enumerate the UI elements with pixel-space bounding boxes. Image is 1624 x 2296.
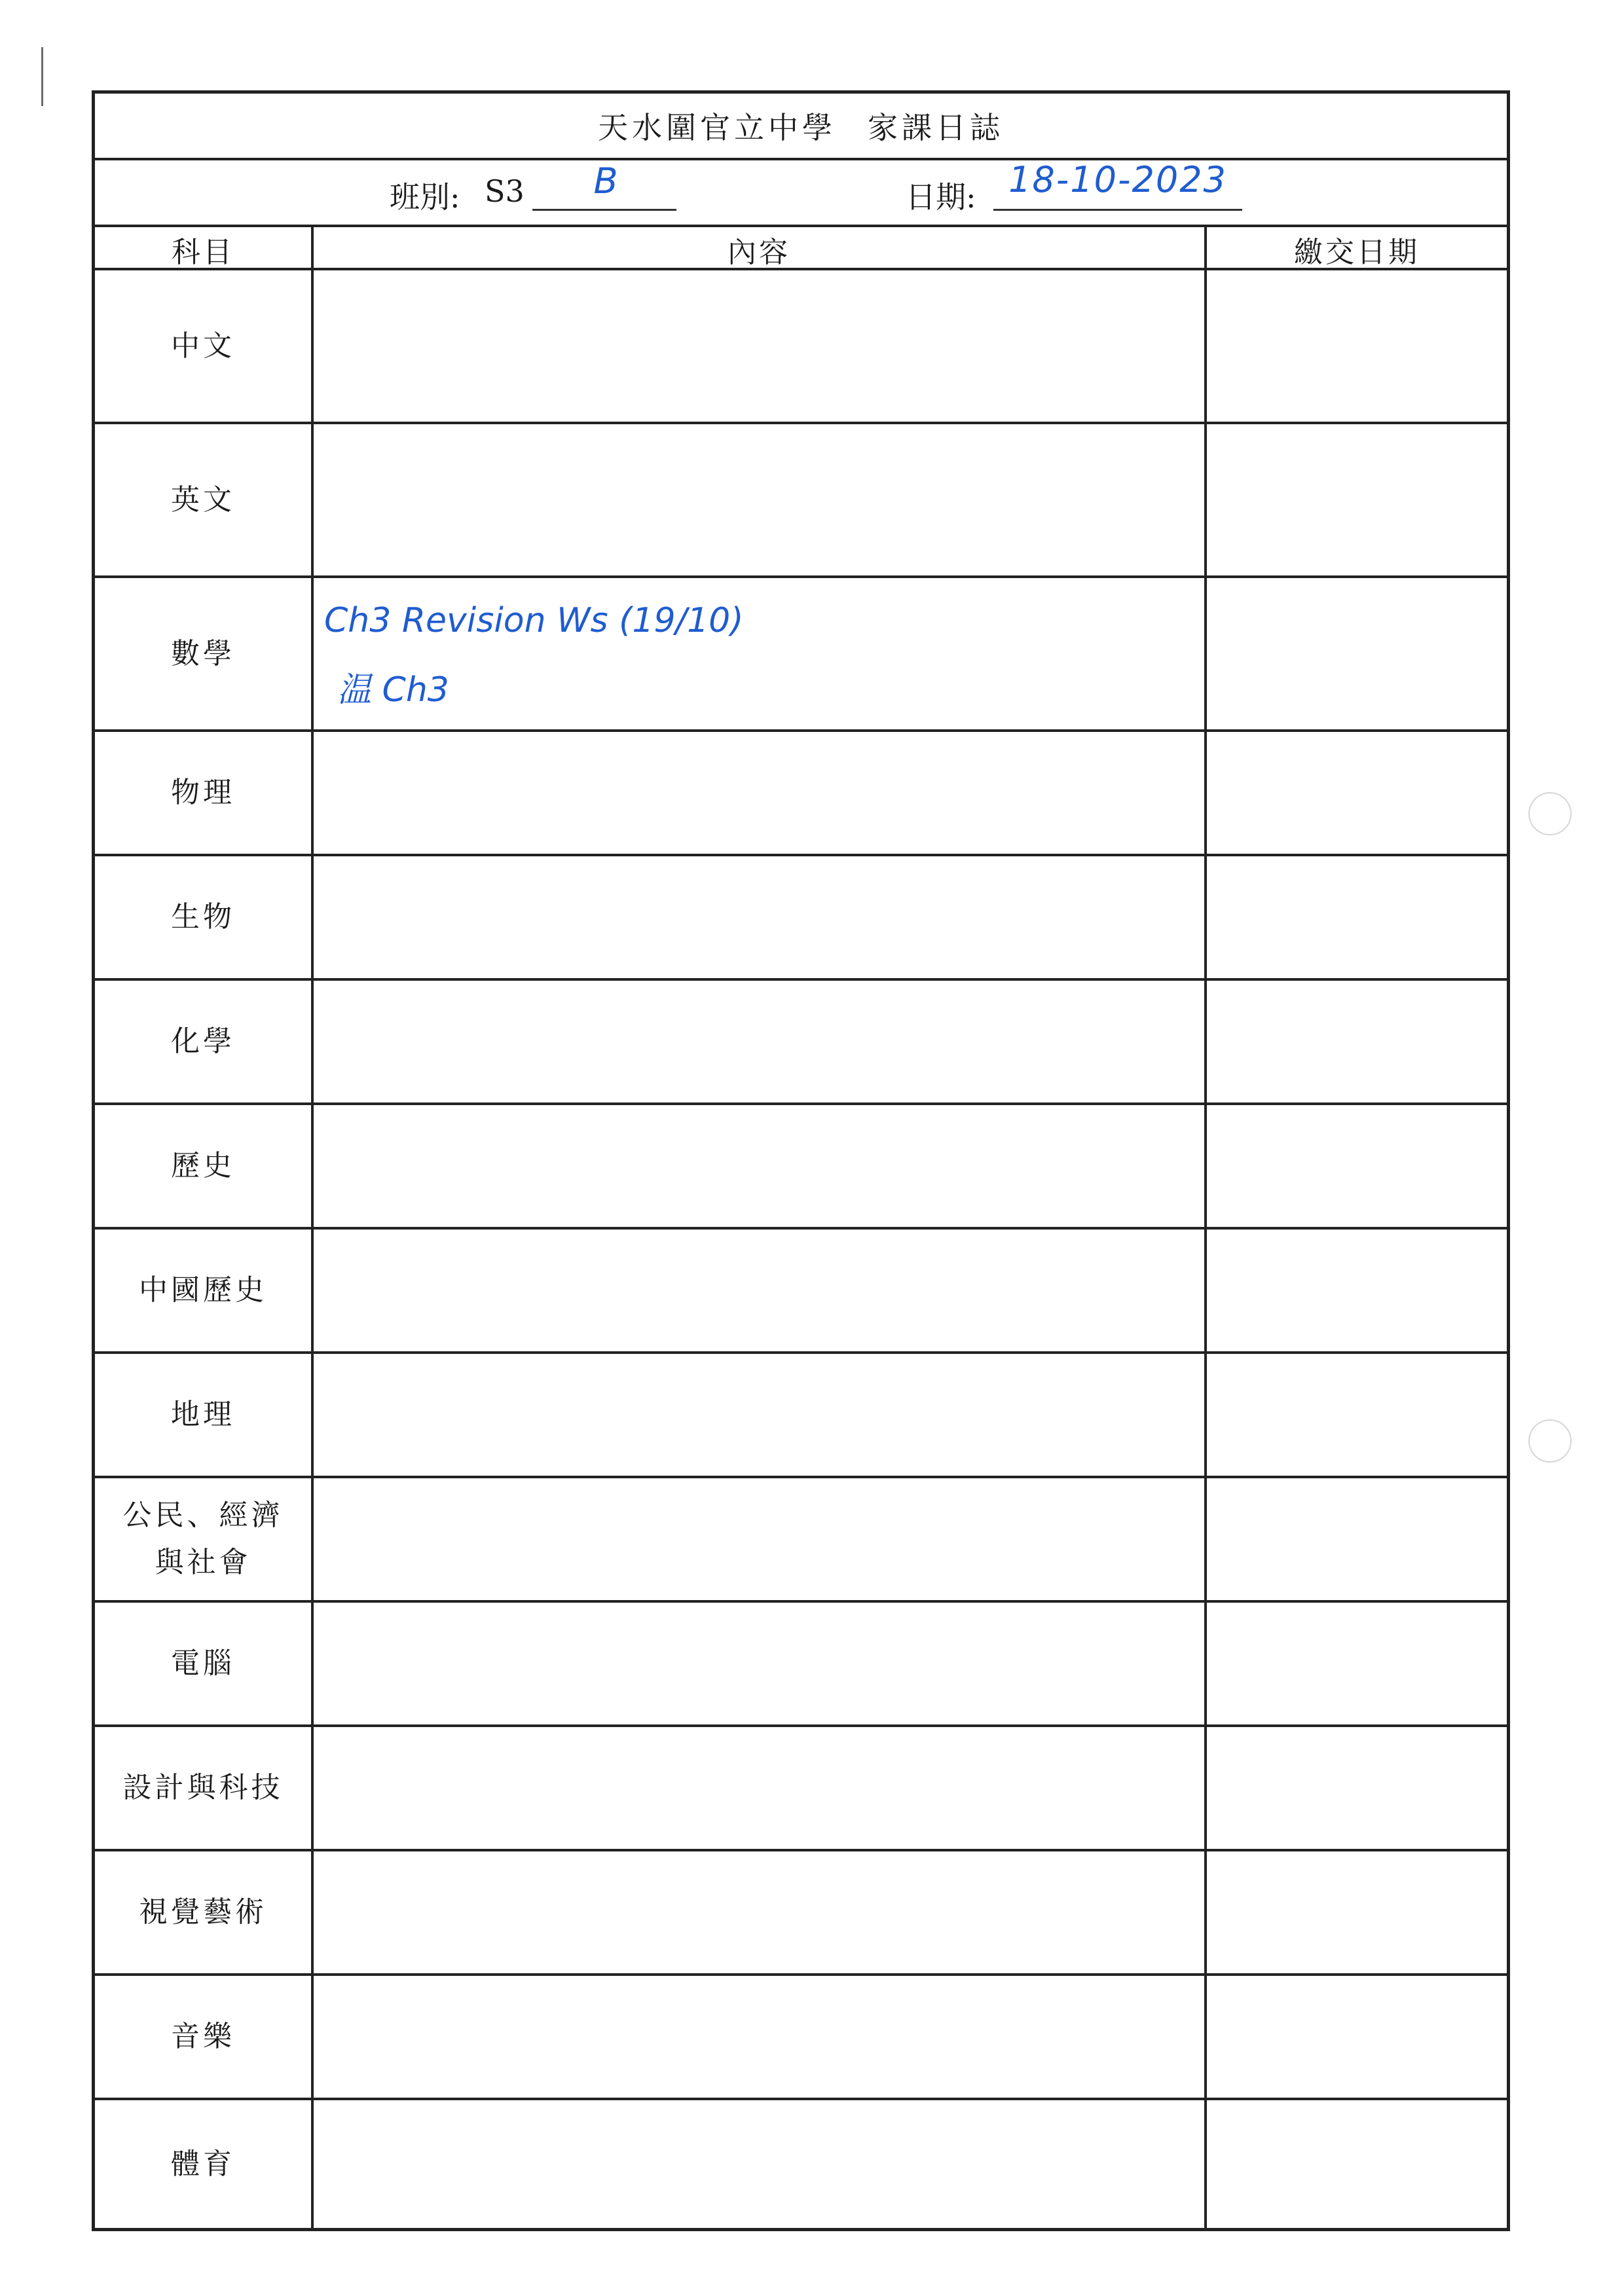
date-field[interactable]: 18-10-2023 — [1008, 159, 1227, 200]
table-row-chinese — [95, 270, 1507, 424]
subject-name: 地理 — [171, 1398, 235, 1431]
binding-mark-small — [41, 95, 43, 104]
subject-name: 音樂 — [171, 2020, 235, 2053]
subject-name: 設計與科技 — [122, 1771, 284, 1804]
form-title-row — [95, 94, 1507, 160]
class-label: 班別: — [390, 179, 460, 215]
table-row-chemistry — [95, 981, 1507, 1105]
punch-hole-upper — [1528, 792, 1572, 835]
table-row-citizenship — [95, 1478, 1507, 1603]
date-underline — [993, 209, 1242, 211]
table-header-row — [95, 225, 1507, 270]
form-title: 家課日誌 — [868, 110, 1004, 145]
table-row-geography — [95, 1354, 1507, 1478]
subject-name: 中國歷史 — [139, 1273, 267, 1307]
school-name: 天水圍官立中學 — [598, 110, 836, 145]
table-row-computer — [95, 1603, 1507, 1727]
table-row-design-technology — [95, 1727, 1507, 1851]
subject-name: 數學 — [171, 636, 235, 670]
subject-name: 體育 — [171, 2147, 235, 2181]
subject-name: 公民、經濟 與社會 — [122, 1499, 284, 1579]
punch-hole-lower — [1528, 1419, 1572, 1463]
subject-name: 物理 — [171, 776, 235, 809]
date-label: 日期: — [906, 179, 976, 215]
subject-name: 化學 — [171, 1025, 235, 1058]
content-column-header: 內容 — [728, 236, 790, 269]
class-form: S3 — [485, 173, 525, 209]
table-row-biology — [95, 856, 1507, 981]
subject-name: 英文 — [171, 483, 235, 517]
subject-name: 電腦 — [171, 1647, 235, 1680]
subject-name: 視覺藝術 — [139, 1895, 267, 1929]
class-section-field[interactable]: B — [593, 160, 618, 202]
class-underline — [532, 209, 676, 211]
table-row-visual-arts — [95, 1851, 1507, 1976]
table-row-physical-education — [95, 2100, 1507, 2228]
table-row-music — [95, 1976, 1507, 2100]
table-row-history — [95, 1105, 1507, 1230]
table-row-physics — [95, 732, 1507, 856]
subject-name: 歷史 — [171, 1149, 235, 1182]
subject-name: 生物 — [171, 900, 235, 934]
homework-diary-sheet — [92, 90, 1510, 2231]
homework-line: 温 Ch3 — [337, 670, 449, 710]
mathematics-homework-content[interactable] — [324, 586, 744, 725]
class-date-row — [95, 158, 1507, 227]
homework-line: Ch3 Revision Ws (19/10) — [324, 601, 744, 640]
subject-column-header: 科目 — [172, 236, 234, 269]
table-row-chinese-history — [95, 1230, 1507, 1354]
subject-name: 中文 — [171, 329, 235, 363]
due-date-column-header: 繳交日期 — [1294, 236, 1420, 269]
table-row-mathematics — [95, 578, 1507, 732]
table-row-english — [95, 424, 1507, 578]
